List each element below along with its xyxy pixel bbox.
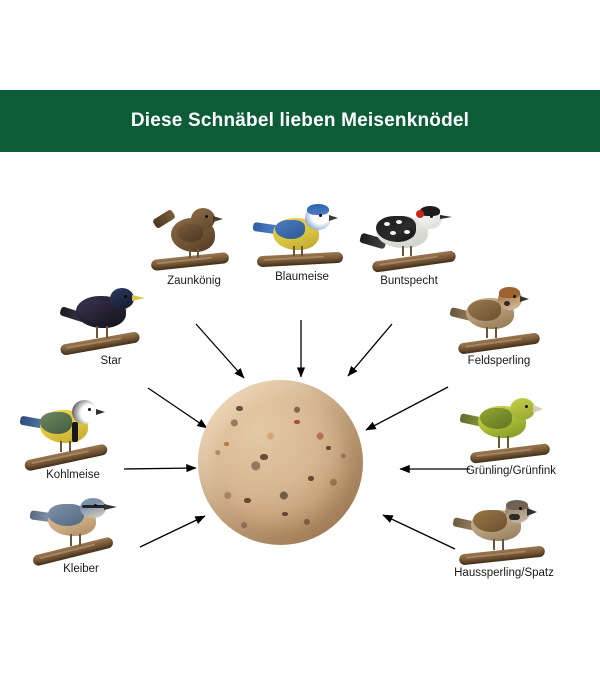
bird-node-haussperling — [445, 492, 563, 580]
bird-illustration-zaunkoenig — [135, 200, 253, 274]
bird-node-gruenling — [452, 390, 570, 478]
bird-illustration-kohlmeise — [14, 394, 132, 468]
nuthatch-head — [80, 498, 106, 518]
page-title: Diese Schnäbel lieben Meisenknödel — [130, 110, 470, 131]
bird-diagram — [0, 152, 600, 700]
bird-node-kleiber — [22, 488, 140, 576]
starling-head — [110, 288, 134, 309]
bird-illustration-buntspecht — [350, 200, 468, 274]
bird-label-gruenling: Grünling/Grünfink — [465, 465, 557, 477]
bird-label-kohlmeise: Kohlmeise — [46, 469, 100, 481]
header-banner — [0, 90, 600, 152]
bird-label-star: Star — [100, 355, 122, 367]
bird-node-kohlmeise — [14, 394, 132, 482]
bird-illustration-gruenling — [452, 390, 570, 464]
arrow-feldsperling — [366, 387, 448, 430]
bird-label-zaunkoenig: Zaunkönig — [167, 275, 221, 287]
bird-label-kleiber: Kleiber — [63, 563, 99, 575]
arrow-buntspecht — [348, 324, 392, 376]
bird-label-buntspecht: Buntspecht — [380, 275, 438, 287]
arrow-kleiber — [140, 516, 205, 547]
bird-illustration-haussperling — [445, 492, 563, 566]
bird-node-star — [52, 280, 170, 368]
fat-ball-graphic — [198, 380, 363, 545]
arrow-zaunkoenig — [196, 324, 244, 378]
bird-illustration-kleiber — [22, 488, 140, 562]
arrow-kohlmeise — [124, 468, 196, 469]
bird-node-feldsperling — [440, 280, 558, 368]
bird-label-haussperling: Haussperling/Spatz — [454, 567, 554, 579]
bird-node-zaunkoenig — [135, 200, 253, 288]
bird-label-feldsperling: Feldsperling — [467, 355, 531, 367]
bird-node-blaumeise — [243, 196, 361, 284]
greattit-head — [72, 400, 97, 424]
bird-illustration-star — [52, 280, 170, 354]
bird-illustration-feldsperling — [440, 280, 558, 354]
bird-label-blaumeise: Blaumeise — [275, 271, 329, 283]
bird-node-buntspecht — [350, 200, 468, 288]
bird-illustration-blaumeise — [243, 196, 361, 270]
greenfinch-head — [510, 398, 535, 420]
meisenknoedel-fat-ball — [198, 380, 363, 545]
